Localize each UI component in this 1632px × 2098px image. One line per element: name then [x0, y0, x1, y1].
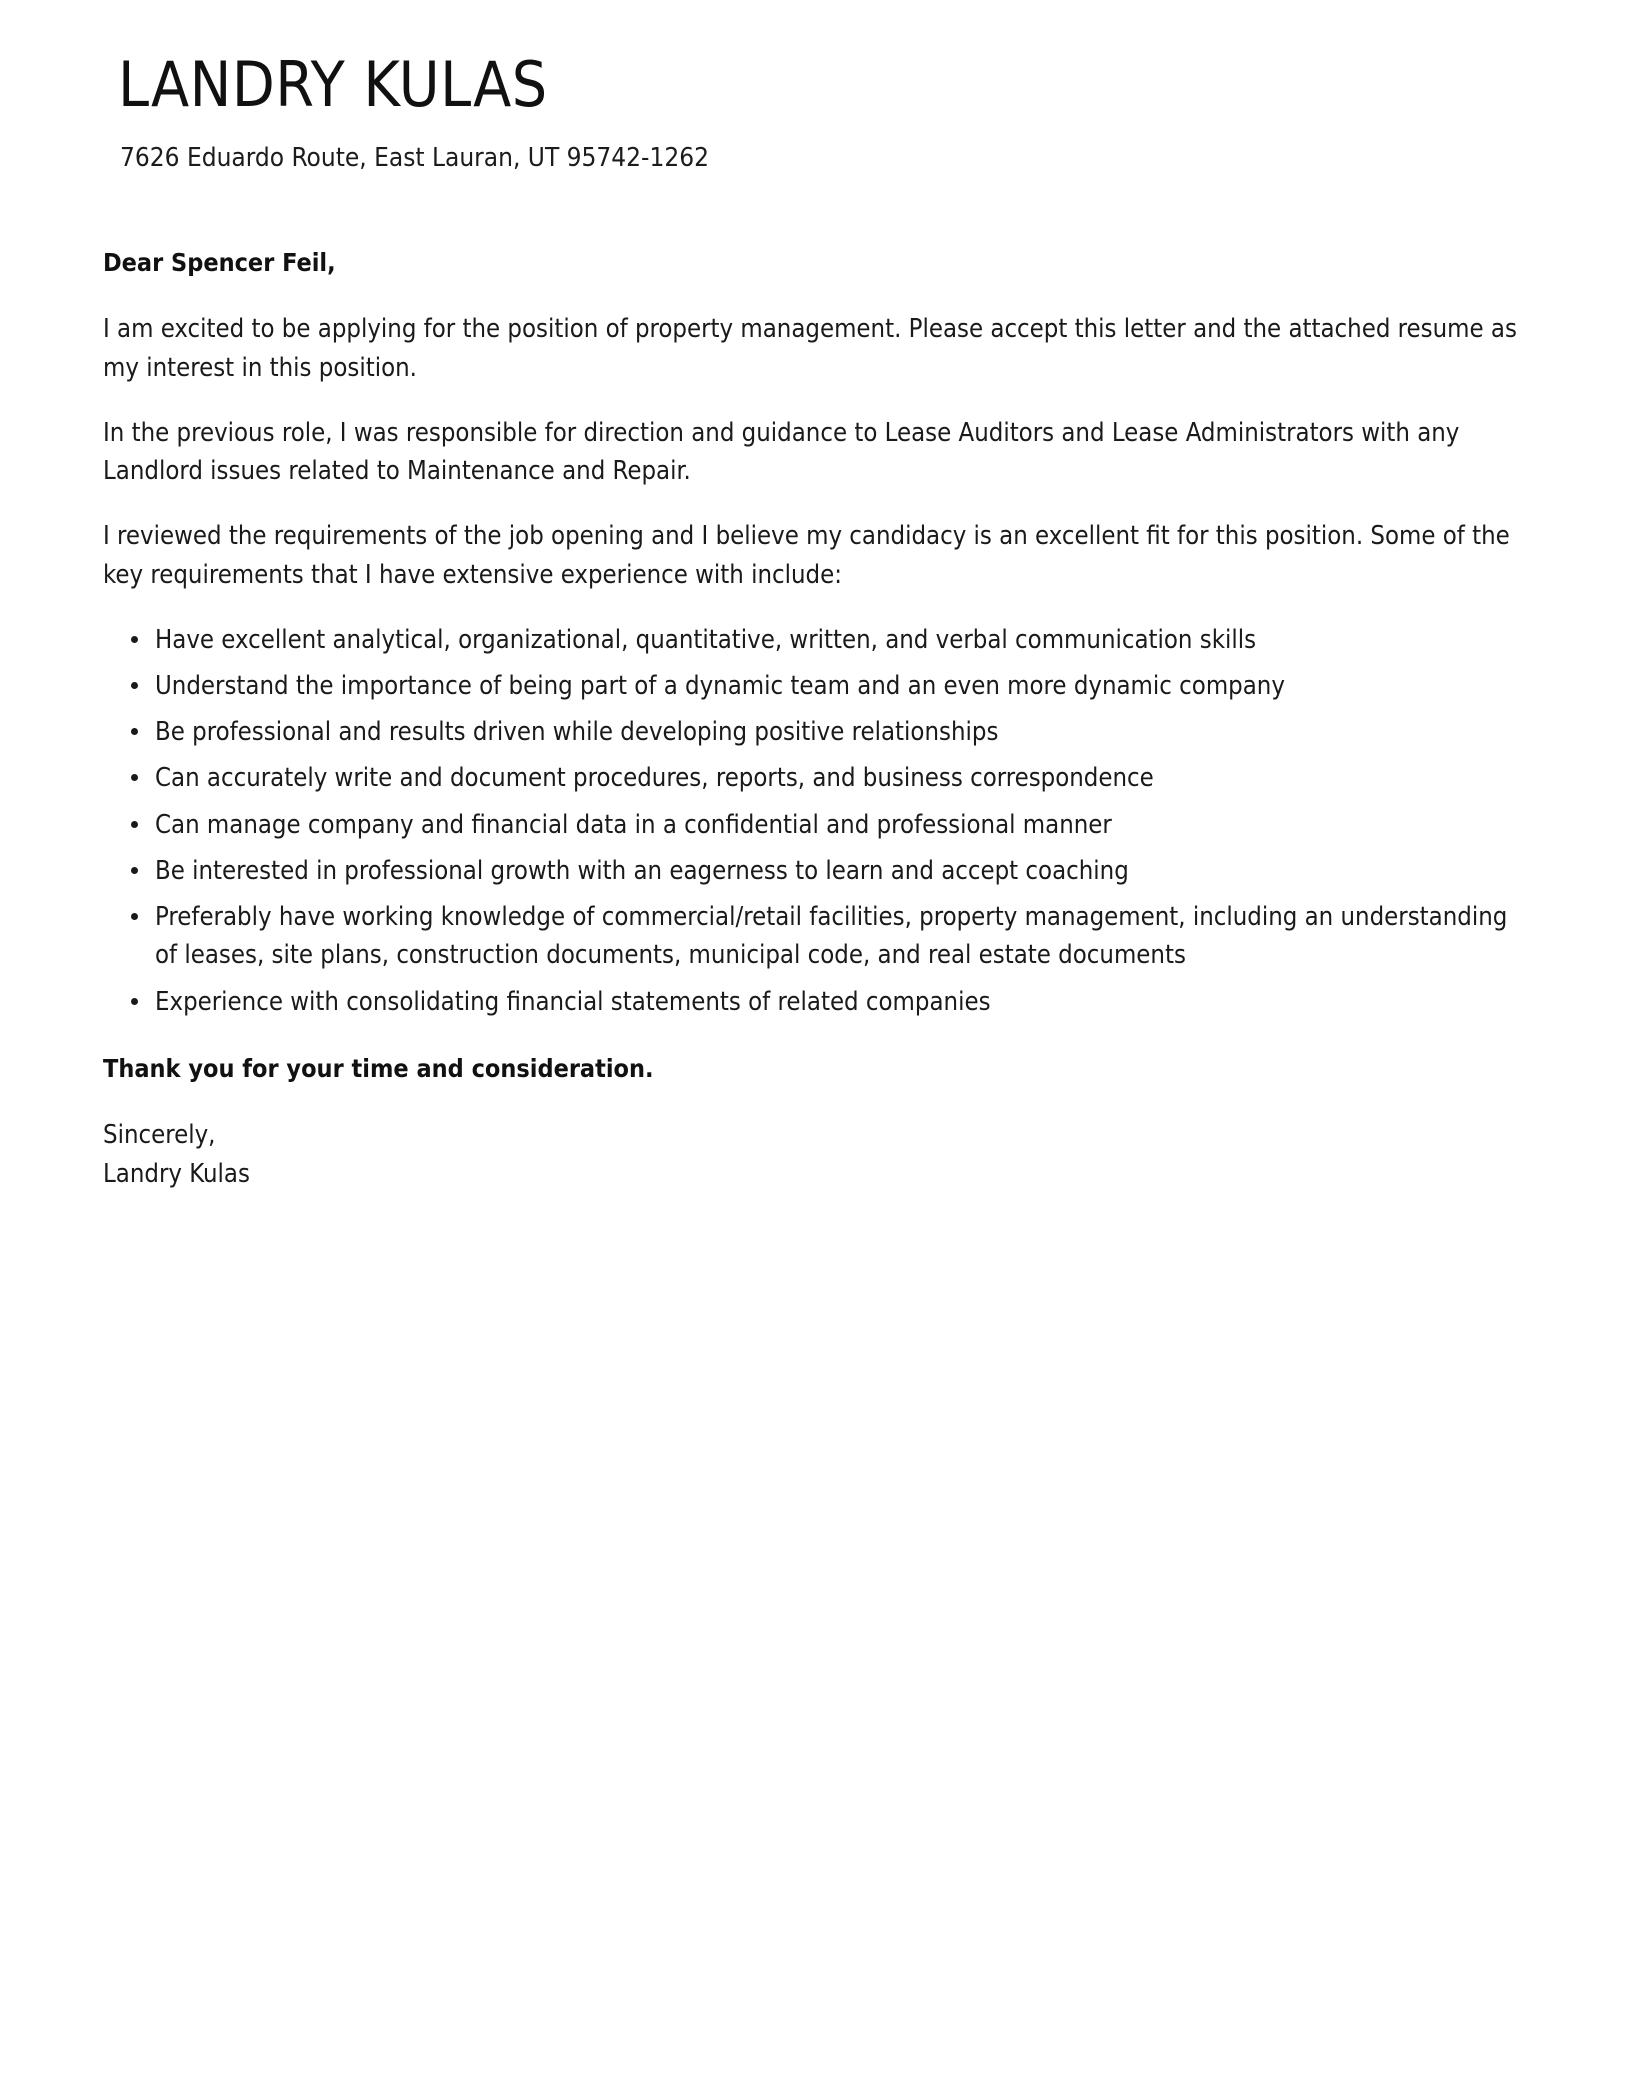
candidate-name: LANDRY KULAS: [118, 48, 548, 121]
letter-body: [0, 246, 1632, 1193]
signature-block: [103, 1116, 1532, 1194]
letter-header: [0, 0, 1632, 174]
experience-paragraph: In the previous role, I was responsible for direction and guidance to Lease Auditors and Lease Administrators with any Landlord issues related to Maintenance and Repair.: [103, 417, 1460, 487]
candidate-address: 7626 Eduardo Route, East Lauran, UT 95742-1262: [120, 142, 709, 173]
list-item: Be interested in professional growth with an eagerness to learn and accept coaching: [131, 852, 1532, 890]
signoff-closing: Sincerely,: [103, 1119, 216, 1150]
list-item: Understand the importance of being part of a dynamic team and an even more dynamic company: [131, 667, 1532, 705]
requirements-list: [103, 621, 1532, 1021]
salutation: Dear Spencer Feil,: [103, 248, 336, 278]
list-item: Be professional and results driven while developing positive relationships: [131, 713, 1532, 751]
list-item: Experience with consolidating financial statements of related companies: [131, 983, 1532, 1021]
list-item: Can accurately write and document procedures, reports, and business correspondence: [131, 759, 1532, 797]
list-item: Preferably have working knowledge of commercial/retail facilities, property management, including an understanding of leases, site plans, construction documents, municipal code, and real estate documents: [131, 898, 1532, 975]
list-item: Can manage company and financial data in a confidential and professional manner: [131, 806, 1532, 844]
intro-paragraph: I am excited to be applying for the position of property management. Please accept this letter and the attached resume as my interest in this position.: [103, 314, 1517, 383]
list-item: Have excellent analytical, organizational, quantitative, written, and verbal communication skills: [131, 621, 1532, 659]
thank-you-line: Thank you for your time and consideration.: [103, 1053, 654, 1083]
requirements-intro-paragraph: I reviewed the requirements of the job opening and I believe my candidacy is an excellent fit for this position. Some of the key requirements that I have extensive experience with include:: [103, 521, 1510, 590]
signoff-name: Landry Kulas: [103, 1158, 250, 1189]
